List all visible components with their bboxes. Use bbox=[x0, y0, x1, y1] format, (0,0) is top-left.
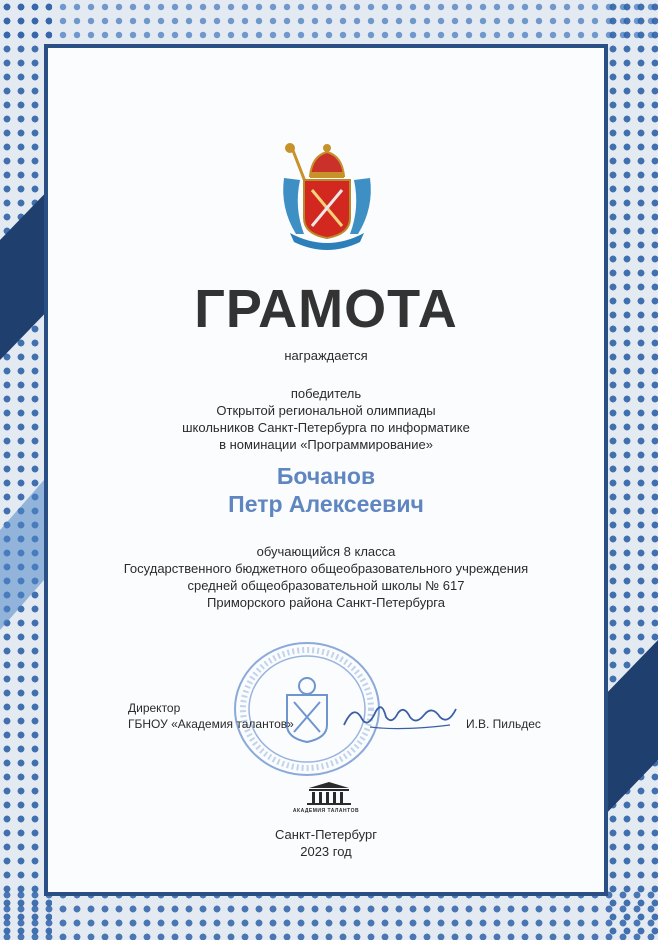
year: 2023 год bbox=[300, 844, 352, 859]
dotted-pattern-top bbox=[0, 0, 658, 44]
signer-position: Директор bbox=[128, 701, 181, 715]
school-line: обучающийся 8 класса bbox=[256, 544, 396, 559]
recipient-surname: Бочанов bbox=[276, 463, 376, 489]
handwritten-signature-icon bbox=[340, 695, 460, 735]
recipient-given-name: Петр Алексеевич bbox=[228, 491, 424, 517]
certificate-title: ГРАМОТА bbox=[194, 279, 458, 339]
award-description bbox=[44, 385, 608, 453]
signer-organization: ГБНОУ «Академия талантов» bbox=[128, 717, 294, 731]
description-line: победитель bbox=[290, 386, 362, 401]
school-info bbox=[44, 543, 608, 611]
school-line: Приморского района Санкт-Петербурга bbox=[207, 595, 445, 610]
recipient-name bbox=[44, 462, 608, 518]
signer-name: И.В. Пильдес bbox=[466, 717, 541, 731]
description-line: школьников Санкт-Петербурга по информатике bbox=[182, 420, 470, 435]
awarded-label: награждается bbox=[284, 348, 368, 363]
school-line: Государственного бюджетного общеобразовательного учреждения bbox=[123, 561, 529, 576]
school-line: средней общеобразовательной школы № 617 bbox=[187, 578, 465, 593]
place-and-date bbox=[44, 826, 608, 860]
description-line: в номинации «Программирование» bbox=[219, 437, 433, 452]
description-line: Открытой региональной олимпиады bbox=[216, 403, 436, 418]
coat-of-arms-icon bbox=[272, 138, 382, 253]
academy-logo-text: АКАДЕМИЯ ТАЛАНТОВ bbox=[292, 808, 360, 814]
city: Санкт-Петербург bbox=[275, 827, 377, 842]
signer-title bbox=[128, 700, 294, 732]
